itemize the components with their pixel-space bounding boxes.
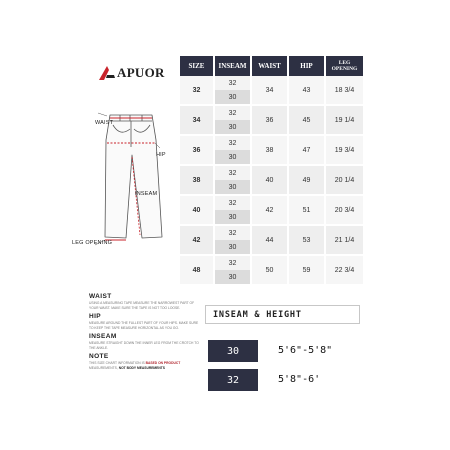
pants-diagram-icon	[70, 85, 180, 275]
leg-opening-label: LEG OPENING	[72, 240, 113, 246]
hip-cell: 59	[288, 256, 325, 284]
size-cell: 34	[179, 106, 214, 134]
inseam-height-row	[208, 369, 360, 391]
size-cell: 36	[179, 136, 214, 164]
height-range: 5'6"-5'8"	[278, 345, 333, 356]
note-note	[89, 353, 199, 370]
waist-cell: 34	[251, 76, 288, 104]
inseam-cell: 32	[214, 256, 251, 270]
inseam-cell: 30	[214, 240, 251, 254]
height-range: 5'8"-6'	[278, 374, 321, 385]
size-cell: 42	[179, 226, 214, 254]
waist-cell: 40	[251, 166, 288, 194]
leg-opening-cell: 20 3/4	[325, 196, 364, 224]
leg-opening-cell: 22 3/4	[325, 256, 364, 284]
note-text-pre: THIS SIZE CHART INFORMATION IS	[89, 361, 146, 365]
hip-cell: 45	[288, 106, 325, 134]
inseam-cell: 30	[214, 180, 251, 194]
header-hip: HIP	[288, 56, 325, 76]
leg-opening-cell: 19 1/4	[325, 106, 364, 134]
hip-label: HIP	[156, 152, 166, 158]
inseam-height-title: INSEAM & HEIGHT	[213, 310, 302, 320]
inseam-height-row	[208, 340, 360, 362]
header-waist: WAIST	[251, 56, 288, 76]
size-row	[179, 76, 364, 90]
waist-cell: 36	[251, 106, 288, 134]
waist-cell: 42	[251, 196, 288, 224]
pants-figure	[70, 85, 180, 275]
note-note-text	[89, 361, 199, 370]
leg-opening-cell: 18 3/4	[325, 76, 364, 104]
size-chart-header	[179, 56, 364, 76]
note-text-mid: MEASUREMENTS,	[89, 365, 119, 370]
size-row	[179, 226, 364, 240]
size-chart-body	[179, 76, 364, 284]
inseam-cell: 32	[214, 106, 251, 120]
size-cell: 48	[179, 256, 214, 284]
size-row	[179, 196, 364, 210]
note-waist-title: WAIST	[89, 293, 112, 300]
size-cell: 40	[179, 196, 214, 224]
waist-cell: 50	[251, 256, 288, 284]
hip-cell: 47	[288, 136, 325, 164]
inseam-cell: 32	[214, 76, 251, 90]
inseam-height-title-box	[205, 305, 360, 324]
brand-logo	[98, 65, 165, 81]
note-note-title: NOTE	[89, 353, 109, 360]
waist-label: WAIST	[95, 120, 114, 126]
hip-cell: 43	[288, 76, 325, 104]
note-waist	[89, 293, 199, 310]
waist-cell: 38	[251, 136, 288, 164]
note-hip-title: HIP	[89, 313, 102, 320]
note-waist-text: USING A MEASURING TAPE MEASURE THE NARROWEST PART OF YOUR WAIST. MAKE SURE THE TAPE IS NOT TOO LOOSE.	[89, 301, 195, 310]
note-highlight-2: NOT BODY MEASUREMENTS	[118, 365, 165, 370]
inseam-cell: 32	[214, 136, 251, 150]
note-inseam-text: MEASURE STRAIGHT DOWN THE INNER LEG FROM THE CROTCH TO THE ANKLE.	[89, 341, 199, 350]
inseam-value: 30	[208, 340, 258, 362]
note-hip-text: MEASURE AROUND THE FULLEST PART OF YOUR HIPS. MAKE SURE TO KEEP THE TAPE MEASURE HORIZONTAL AS YOU GO.	[89, 321, 199, 330]
inseam-value: 32	[208, 369, 258, 391]
inseam-cell: 30	[214, 210, 251, 224]
inseam-cell: 30	[214, 270, 251, 284]
size-row	[179, 106, 364, 120]
inseam-label: INSEAM	[135, 191, 158, 197]
inseam-cell: 32	[214, 166, 251, 180]
brand-name: APUOR	[117, 65, 165, 80]
size-row	[179, 256, 364, 270]
hip-cell: 51	[288, 196, 325, 224]
size-chart-table	[178, 56, 365, 284]
inseam-cell: 30	[214, 120, 251, 134]
leg-opening-cell: 19 3/4	[325, 136, 364, 164]
hip-cell: 49	[288, 166, 325, 194]
apuor-logo-icon	[98, 65, 116, 81]
size-row	[179, 166, 364, 180]
inseam-cell: 32	[214, 196, 251, 210]
size-row	[179, 136, 364, 150]
inseam-cell: 30	[214, 150, 251, 164]
header-leg-opening: LEG OPENING	[325, 56, 364, 76]
hip-cell: 53	[288, 226, 325, 254]
leg-opening-cell: 20 1/4	[325, 166, 364, 194]
note-inseam	[89, 333, 199, 350]
size-cell: 38	[179, 166, 214, 194]
inseam-cell: 32	[214, 226, 251, 240]
header-size: SIZE	[179, 56, 214, 76]
leg-opening-cell: 21 1/4	[325, 226, 364, 254]
header-inseam: INSEAM	[214, 56, 251, 76]
note-inseam-title: INSEAM	[89, 333, 117, 340]
note-highlight: BASED ON PRODUCT	[145, 361, 181, 365]
measurement-notes	[89, 293, 199, 373]
inseam-cell: 30	[214, 90, 251, 104]
size-cell: 32	[179, 76, 214, 104]
waist-cell: 44	[251, 226, 288, 254]
note-hip	[89, 313, 199, 330]
